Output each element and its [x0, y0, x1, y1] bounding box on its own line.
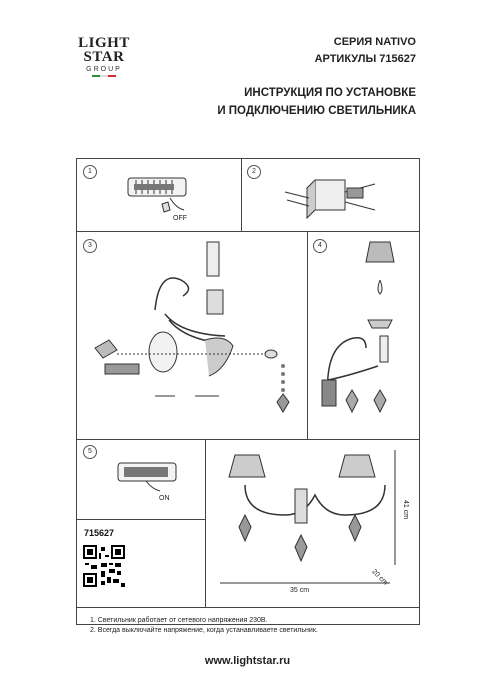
off-label: OFF: [173, 215, 187, 222]
notes: [90, 616, 318, 636]
article-numbers: АРТИКУЛЫ 715627: [314, 53, 416, 65]
depth-dimension: 20 cm: [370, 568, 389, 587]
note-1: 1. Светильник работает от сетевого напряжения 230В.: [90, 617, 268, 624]
step-4-number: 4: [313, 239, 327, 253]
qr-code-icon: [83, 545, 125, 587]
logo-line2: STAR: [83, 49, 125, 65]
divider: [77, 519, 205, 520]
assembly-illustration: [95, 240, 315, 420]
breaker-off-illustration: [120, 170, 190, 220]
series-title: СЕРИЯ NATIVO: [333, 36, 416, 48]
logo-line1: LIGHT: [78, 35, 130, 51]
article-code: 715627: [84, 528, 115, 538]
sconce-illustration: [322, 240, 417, 430]
breaker-on-illustration: [110, 455, 180, 500]
step-1-number: 1: [83, 165, 97, 179]
divider: [77, 231, 419, 232]
divider: [77, 439, 419, 440]
width-dimension: 35 cm: [290, 587, 310, 594]
italian-flag-icon: [78, 75, 130, 77]
on-label: ON: [159, 495, 170, 502]
website-link[interactable]: www.lightstar.ru: [204, 655, 291, 667]
height-dimension: 41 cm: [402, 499, 410, 520]
step-5-number: 5: [83, 445, 97, 459]
divider: [77, 607, 419, 608]
instruction-title-line1: ИНСТРУКЦИЯ ПО УСТАНОВКЕ: [244, 87, 416, 99]
mounting-bracket-illustration: [285, 170, 385, 225]
divider: [241, 159, 242, 231]
note-2: 2. Всегда выключайте напряжение, когда устанавливаете светильник.: [90, 627, 318, 634]
dimension-drawing: [215, 445, 415, 600]
instruction-title-line2: И ПОДКЛЮЧЕНИЮ СВЕТИЛЬНИКА: [217, 105, 416, 117]
step-3-number: 3: [83, 239, 97, 253]
logo-line3: GROUP: [86, 66, 122, 73]
divider: [205, 439, 206, 607]
step-2-number: 2: [247, 165, 261, 179]
brand-logo: [78, 36, 130, 77]
